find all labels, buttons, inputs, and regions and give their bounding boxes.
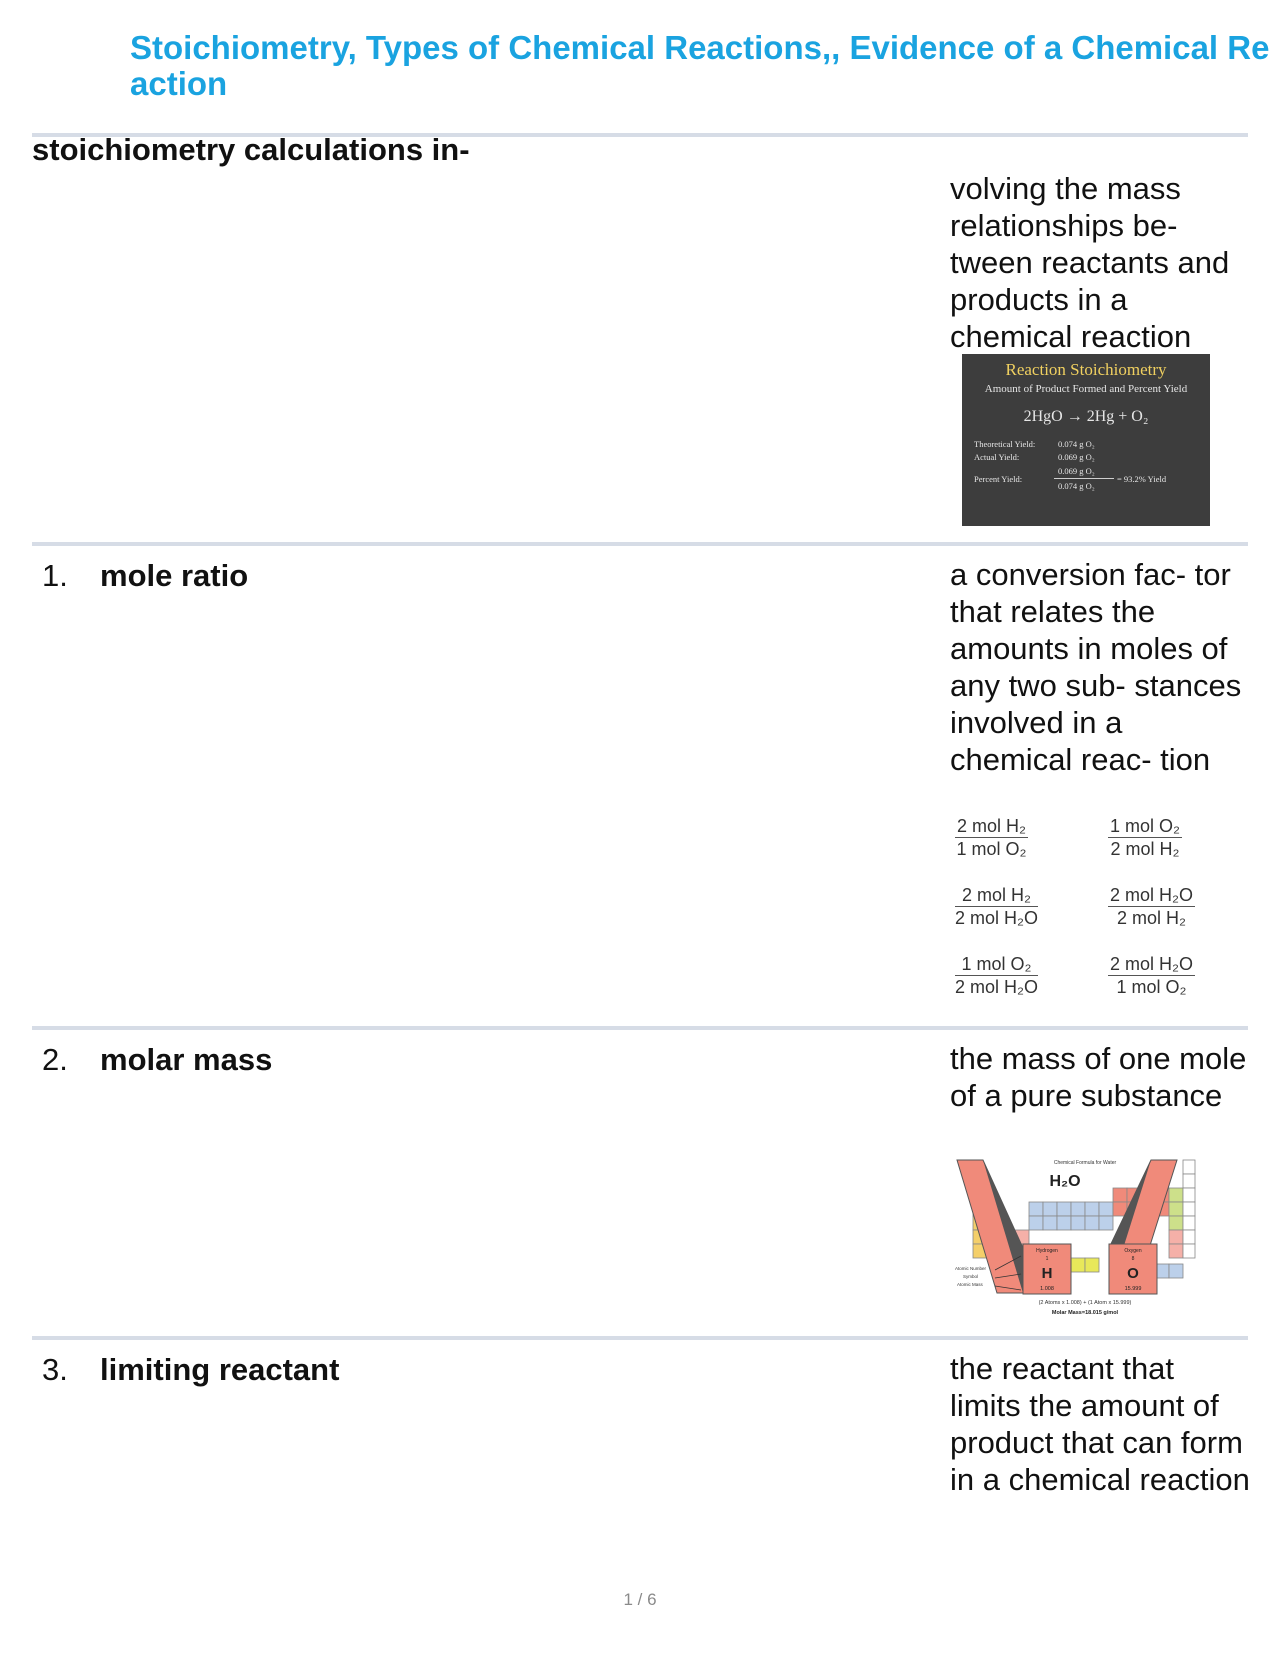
molar-mass-calculation: (2 Atoms x 1.008) + (1 Atom x 15.999) (1038, 1300, 1132, 1306)
card-term: mole ratio (100, 558, 249, 593)
percent-yield-label: Percent Yield: (974, 474, 1023, 484)
hydrogen-mass: 1.008 (1040, 1286, 1054, 1292)
hydrogen-symbol: H (1041, 1265, 1053, 1282)
reaction-stoichiometry-image (962, 354, 1210, 526)
hydrogen-name: Hydrogen (1036, 1248, 1058, 1254)
page-indicator: 1 / 6 (623, 1590, 657, 1609)
mole-ratio-fraction (955, 884, 1038, 929)
intro-definition: volving the mass relationships be- tween reactants and products in a chemical reaction (950, 171, 1230, 354)
card-definition: the mass of one mole of a pure substance (950, 1041, 1247, 1113)
actual-yield-value: 0.069 g O₂ (1058, 452, 1095, 462)
document-title: Stoichiometry, Types of Chemical Reactions,, Evidence of a Chemical Re action (130, 29, 1270, 102)
oxygen-name: Oxygen (1124, 1248, 1142, 1254)
fraction-denominator: 2 mol H₂ (1110, 839, 1180, 859)
symbol-label: Symbol (963, 1274, 979, 1279)
section-divider (32, 542, 1248, 546)
percent-yield-numerator: 0.069 g O₂ (1058, 466, 1095, 476)
section-divider (32, 1336, 1248, 1340)
fraction-denominator: 2 mol H₂O (955, 977, 1039, 997)
card-number: 1. (42, 558, 68, 593)
fraction-denominator: 1 mol O₂ (956, 839, 1027, 859)
percent-yield-result: = 93.2% Yield (1117, 474, 1167, 484)
mole-ratio-fraction (1108, 953, 1195, 998)
fraction-numerator: 2 mol H₂ (955, 884, 1038, 907)
oxygen-mass: 15.999 (1124, 1286, 1142, 1292)
atomic-number-label: Atomic Number (955, 1266, 987, 1271)
card-number: 3. (42, 1352, 68, 1387)
reaction-equation: 2HgO → 2Hg + O₂ (1023, 408, 1149, 425)
formula-caption: Chemical Formula for Water (1053, 1160, 1117, 1166)
theoretical-yield-label: Theoretical Yield: (974, 439, 1036, 449)
periodic-table-graphic (955, 1158, 1217, 1326)
fraction-denominator: 1 mol O₂ (1116, 977, 1187, 997)
molar-mass-water-image (955, 1158, 1217, 1326)
theoretical-yield-value: 0.074 g O₂ (1058, 439, 1095, 449)
fraction-numerator: 1 mol O₂ (1110, 816, 1181, 836)
actual-yield-label: Actual Yield: (974, 452, 1020, 462)
card-definition: a conversion fac- tor that relates the amounts in moles of any two sub- stances involved in a chemical reac- tion (950, 557, 1242, 777)
intro-term: stoichiometry calculations in- (32, 132, 470, 167)
card-term: molar mass (100, 1042, 273, 1077)
fraction-numerator: 2 mol H₂O (1110, 954, 1194, 974)
image-subtitle: Amount of Product Formed and Percent Yield (984, 383, 1188, 395)
image-title: Reaction Stoichiometry (1005, 360, 1167, 379)
section-divider (32, 1026, 1248, 1030)
fraction-denominator: 2 mol H₂ (1117, 908, 1187, 928)
atomic-mass-label: Atomic Mass (957, 1282, 983, 1287)
oxygen-atomic-number: 8 (1131, 1256, 1135, 1262)
percent-yield-denominator: 0.074 g O₂ (1058, 481, 1095, 491)
fraction-numerator: 2 mol H₂ (957, 816, 1027, 836)
oxygen-symbol: O (1127, 1265, 1139, 1282)
mole-ratio-fraction (1108, 815, 1182, 860)
fraction-numerator: 1 mol O₂ (955, 953, 1038, 976)
fraction-denominator: 2 mol H₂O (955, 908, 1039, 928)
card-number: 2. (42, 1042, 68, 1077)
mole-ratio-fraction (955, 953, 1038, 998)
mole-ratio-fraction (1108, 884, 1195, 929)
fraction-numerator: 2 mol H₂O (1110, 885, 1194, 905)
mole-ratio-fraction (955, 815, 1028, 860)
molar-mass-result: Molar Mass=18.015 g/mol (1051, 1310, 1119, 1316)
card-term: limiting reactant (100, 1352, 340, 1387)
fraction-bar (1054, 478, 1114, 479)
card-definition: the reactant that limits the amount of product that can form in a chemical reaction (950, 1351, 1250, 1497)
hydrogen-atomic-number: 1 (1045, 1256, 1049, 1262)
water-formula: H₂O (1049, 1173, 1081, 1190)
